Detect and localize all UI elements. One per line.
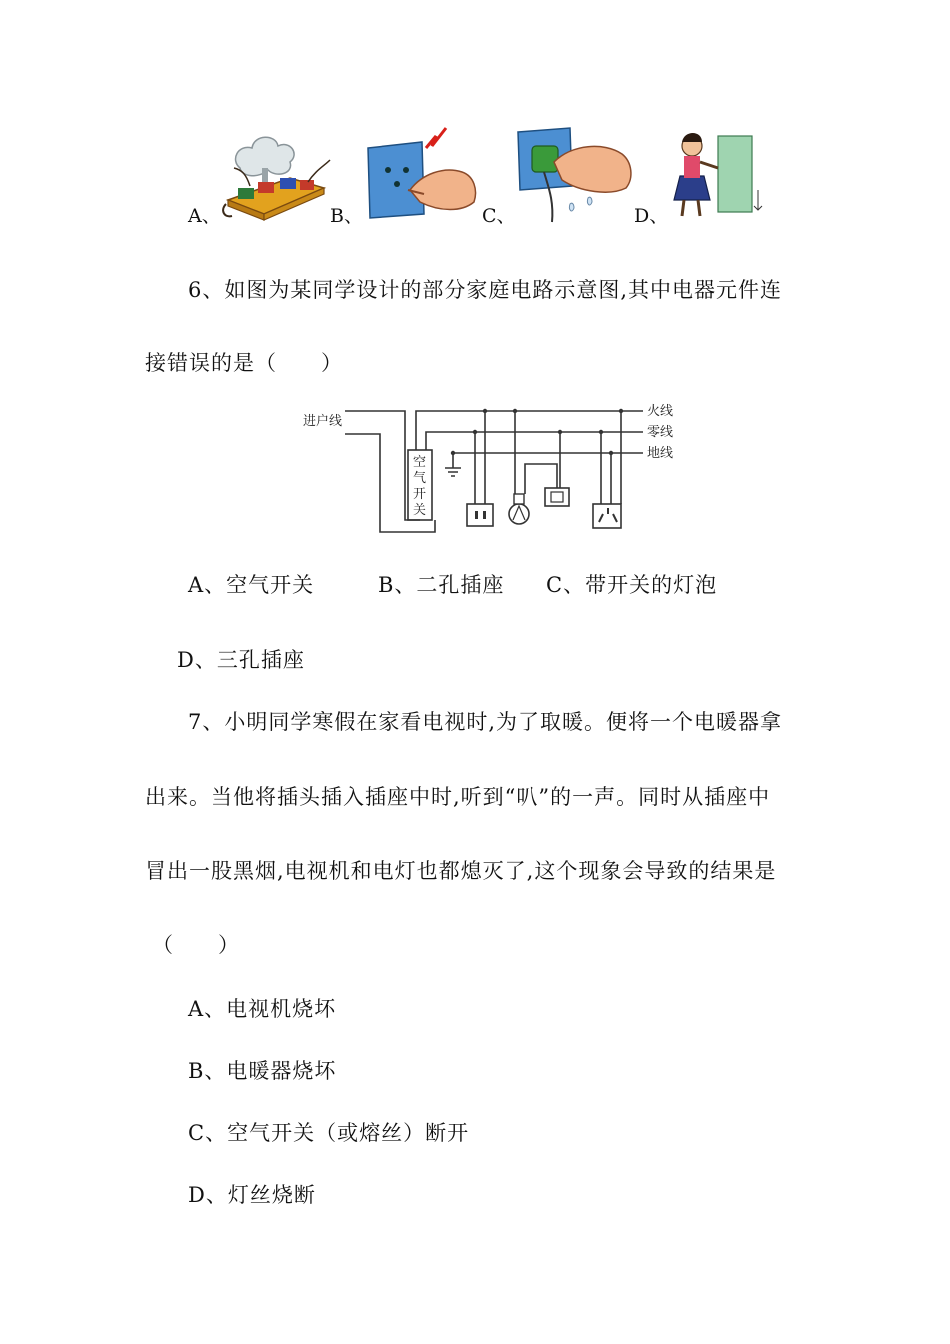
q6-option-d: D、三孔插座: [177, 648, 305, 672]
q7-stem-line4: （ ）: [152, 933, 240, 957]
q7-option-c: C、空气开关（或熔丝）断开: [188, 1121, 470, 1145]
breaker-char-3: 开: [413, 487, 427, 502]
q5-option-a-label: A、: [188, 205, 221, 227]
q5-option-c-label: C、: [482, 205, 516, 227]
q7-stem-line3: 冒出一股黑烟,电视机和电灯也都熄灭了,这个现象会导致的结果是: [145, 859, 777, 883]
live-wire-label: 火线: [647, 404, 674, 419]
q7-option-a: A、电视机烧坏: [188, 997, 337, 1021]
q6-option-b: B、二孔插座: [378, 573, 505, 597]
q7-option-d: D、灯丝烧断: [188, 1183, 316, 1207]
overloaded-power-strip-image: [220, 130, 332, 222]
q6-option-a: A、空气开关: [188, 573, 315, 597]
finger-in-socket-image: [362, 126, 480, 220]
household-circuit-diagram: [295, 396, 705, 538]
q6-option-c: C、带开关的灯泡: [546, 573, 718, 597]
incoming-line-label: 进户线: [303, 414, 343, 429]
q7-stem-line1: 7、小明同学寒假在家看电视时,为了取暖。便将一个电暖器拿: [188, 710, 783, 734]
q5-option-d-label: D、: [634, 205, 669, 227]
q7-stem-line2: 出来。当他将插头插入插座中时,听到“叭”的一声。同时从插座中: [145, 785, 771, 809]
ground-wire-label: 地线: [647, 446, 674, 461]
girl-touching-switch-image: [666, 128, 766, 222]
q5-option-b-label: B、: [330, 205, 363, 227]
neutral-wire-label: 零线: [647, 425, 674, 440]
q6-stem-line1: 6、如图为某同学设计的部分家庭电路示意图,其中电器元件连: [188, 278, 783, 302]
breaker-char-2: 气: [413, 471, 427, 486]
q7-option-b: B、电暖器烧坏: [188, 1059, 337, 1083]
breaker-char-1: 空: [413, 455, 427, 470]
breaker-char-4: 关: [413, 503, 427, 518]
wet-hand-pulling-plug-image: [514, 126, 636, 224]
q6-stem-line2: 接错误的是（ ）: [145, 351, 343, 375]
